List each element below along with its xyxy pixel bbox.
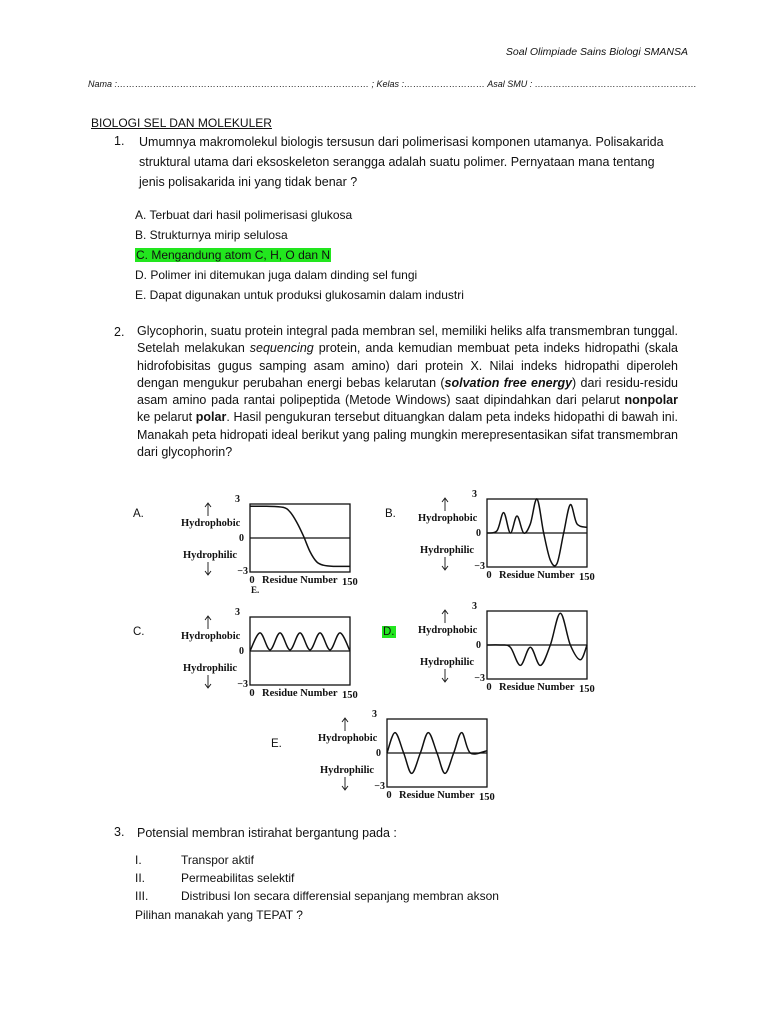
answer-highlight: C. Mengandung atom C, H, O dan N: [136, 248, 331, 262]
question-1-option-d[interactable]: D. Polimer ini ditemukan juga dalam dinding sel fungi: [135, 268, 418, 282]
y-tick-label: 0: [239, 533, 244, 544]
hydropathy-chart-b: [415, 485, 605, 585]
hydrophobic-label: Hydrophobic: [318, 733, 378, 744]
q3-item-1-text: Transpor aktif: [181, 853, 254, 867]
y-tick-label: 0: [239, 646, 244, 657]
x-axis-title: Residue Number: [399, 790, 475, 801]
q3-item-1-number: I.: [135, 853, 142, 867]
x-tick-label: 150: [479, 792, 495, 803]
y-tick-label: 0: [476, 528, 481, 539]
question-2-text: [137, 323, 678, 461]
hydrophobic-label: Hydrophobic: [418, 625, 478, 636]
chart-option-b-label[interactable]: B.: [385, 508, 396, 520]
q2-text-part: Glycophorin, suatu protein integral pada membran sel, memiliki heliks alfa transmembran tunggal. Setelah melakukan: [137, 324, 678, 356]
hydrophilic-label: Hydrophilic: [183, 550, 238, 561]
q2-bold-italic-term: solvation free energy: [444, 375, 573, 390]
hydropathy-chart-c: [178, 603, 368, 703]
x-tick-label: 150: [579, 572, 595, 583]
question-1-option-b[interactable]: B. Strukturnya mirip selulosa: [135, 228, 288, 242]
question-1-text: [139, 132, 679, 192]
q2-bold-term: polar: [195, 410, 227, 425]
q3-item-2-number: II.: [135, 871, 146, 885]
q2-text-part: . Hasil pengukuran tersebut dituangkan dalam peta indeks hidopathi di bawah ini. Manakah peta hidropati ideal berikut yang paling mungkin merepresentasikan sifat transmembran dari glycophorin?: [137, 410, 678, 460]
x-tick-label: 0: [486, 682, 492, 693]
question-1-number: 1.: [114, 134, 125, 148]
question-1-line: Umumnya makromolekul biologis tersusun dari polimerisasi komponen utamanya. Polisakarida: [139, 135, 664, 149]
x-tick-label: 0: [386, 790, 392, 801]
chart-option-a-label[interactable]: A.: [133, 508, 144, 520]
y-tick-label: 3: [372, 709, 377, 720]
question-3-prompt: Pilihan manakah yang TEPAT ?: [135, 908, 303, 922]
x-axis-title: Residue Number: [262, 688, 338, 699]
page-header-title: Soal Olimpiade Sains Biologi SMANSA: [505, 46, 688, 58]
hydrophilic-label: Hydrophilic: [420, 657, 475, 668]
question-1-line: struktural utama dari eksoskeleton serangga adalah suatu polimer. Pernyataan mana tentang: [139, 155, 655, 169]
y-tick-label: 0: [376, 748, 381, 759]
q3-item-3-number: III.: [135, 889, 149, 903]
x-axis-title: Residue Number: [499, 682, 575, 693]
x-tick-label: 0: [249, 575, 255, 586]
q3-item-3-text: Distribusi Ion secara differensial sepanjang membran akson: [181, 889, 499, 903]
question-2-number: 2.: [114, 325, 125, 339]
answer-highlight: D.: [383, 626, 395, 638]
chart-option-c-label[interactable]: C.: [133, 626, 145, 638]
stray-label: E.: [251, 585, 260, 595]
x-tick-label: 150: [342, 690, 358, 701]
chart-option-e-label[interactable]: E.: [271, 738, 282, 750]
section-title: BIOLOGI SEL DAN MOLEKULER: [91, 116, 272, 130]
question-1-option-c[interactable]: [135, 247, 331, 263]
q2-text-part: ) dari residu-residu asam amino pada rantai polipeptida (Metode Windows) saat dipindahkan dari pelarut: [137, 375, 678, 408]
question-3-number: 3.: [114, 825, 125, 839]
hydrophilic-label: Hydrophilic: [320, 765, 375, 776]
x-tick-label: 0: [486, 570, 492, 581]
x-tick-label: 0: [249, 688, 255, 699]
question-1-option-e[interactable]: E. Dapat digunakan untuk produksi glukosamin dalam industri: [135, 288, 464, 302]
x-tick-label: 150: [342, 577, 358, 588]
hydrophilic-label: Hydrophilic: [183, 663, 238, 674]
hydropathy-chart-d: [415, 597, 605, 697]
x-axis-title: Residue Number: [262, 575, 338, 586]
question-1-line: jenis polisakarida ini yang tidak benar ?: [139, 175, 358, 189]
q2-text-part: protein, anda kemudian membuat peta indeks hidropathi (skala hidrofobisitas gugus samping asam amino) dari protein X. Nilai indeks hidropathi diperoleh dengan mengukur perubahan energi bebas kelarutan (: [137, 341, 678, 390]
y-tick-label: −3: [474, 673, 485, 684]
student-info-line: Nama :………………………………………………………………………… ; Kelas :……………………… Asal SMU : ………………………………………………: [88, 79, 697, 89]
y-tick-label: 3: [235, 607, 240, 618]
hydropathy-curve: [250, 633, 350, 651]
hydropathy-curve: [487, 613, 587, 665]
q2-italic-term: sequencing: [249, 341, 314, 356]
hydrophilic-label: Hydrophilic: [420, 545, 475, 556]
question-3-text: Potensial membran istirahat bergantung pada :: [137, 826, 397, 840]
y-tick-label: −3: [374, 781, 385, 792]
hydropathy-chart-e: [315, 705, 505, 805]
question-1-option-a[interactable]: A. Terbuat dari hasil polimerisasi glukosa: [135, 208, 353, 222]
hydropathy-curve: [250, 506, 350, 566]
y-tick-label: 3: [235, 494, 240, 505]
y-tick-label: 3: [472, 601, 477, 612]
hydrophobic-label: Hydrophobic: [418, 513, 478, 524]
chart-option-d-label[interactable]: [382, 626, 396, 638]
y-tick-label: −3: [474, 561, 485, 572]
q2-bold-term: nonpolar: [624, 393, 678, 408]
x-tick-label: 150: [579, 684, 595, 695]
hydrophobic-label: Hydrophobic: [181, 631, 241, 642]
hydropathy-curve: [487, 499, 587, 566]
x-axis-title: Residue Number: [499, 570, 575, 581]
y-tick-label: 3: [472, 489, 477, 500]
y-tick-label: −3: [237, 679, 248, 690]
hydrophobic-label: Hydrophobic: [181, 518, 241, 529]
q2-text-part: ke pelarut: [137, 410, 196, 425]
q3-item-2-text: Permeabilitas selektif: [181, 871, 295, 885]
hydropathy-chart-a: [178, 490, 368, 595]
y-tick-label: −3: [237, 566, 248, 577]
y-tick-label: 0: [476, 640, 481, 651]
